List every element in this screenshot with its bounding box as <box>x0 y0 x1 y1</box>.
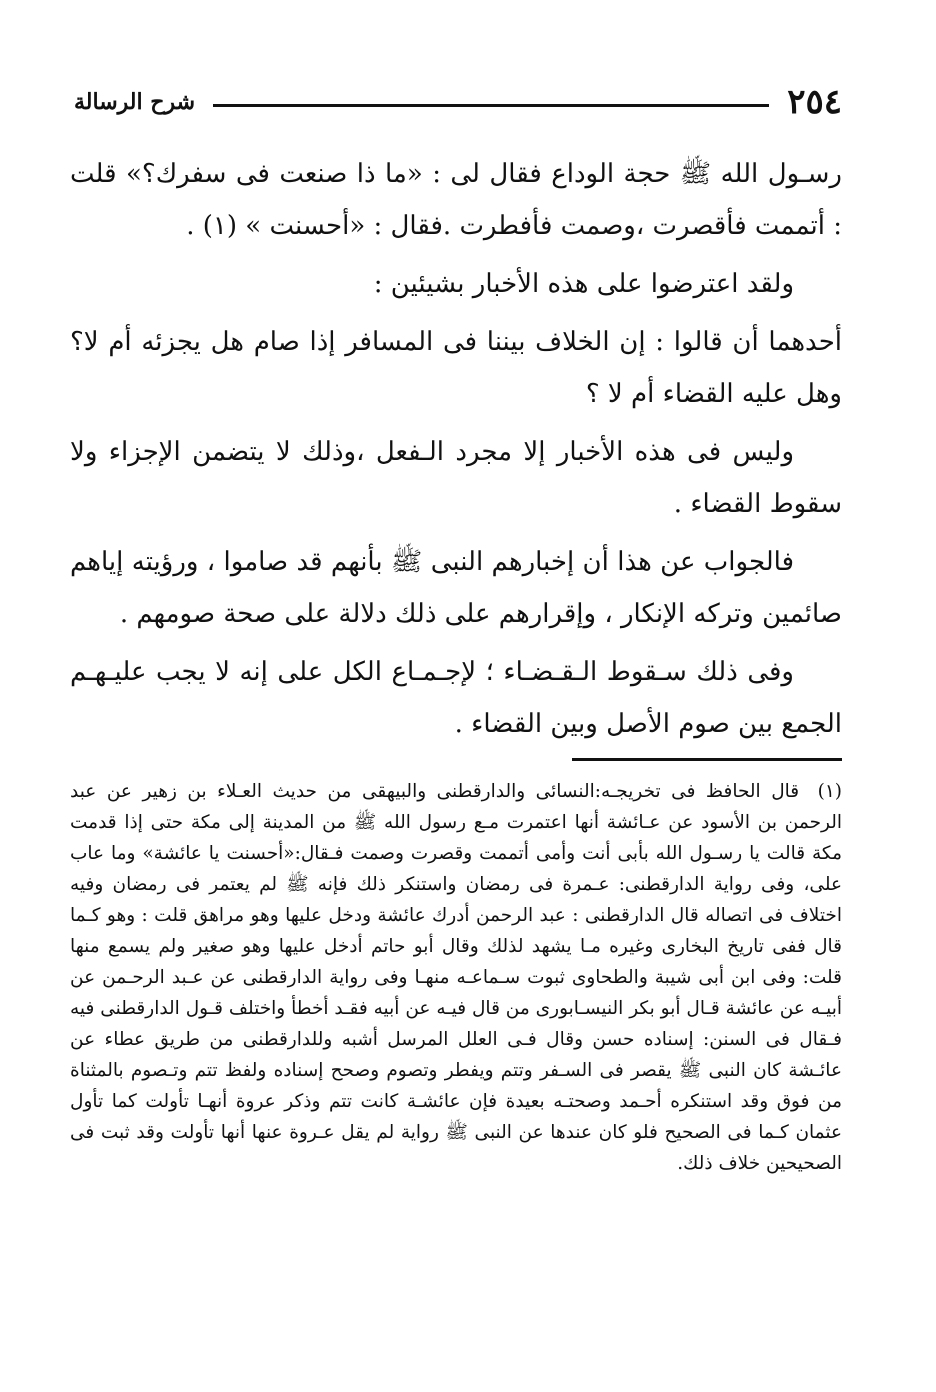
paragraph-6: وفى ذلك سـقوط الـقـضـاء ؛ لإجـمـاع الكل على إنه لا يجب عليـهـم الجمع بين صوم الأصل وبين القضاء . <box>70 657 842 739</box>
paragraph-1: رسـول الله ﷺ حجة الوداع فقال لى : «ما ذا صنعت فى سفرك؟» قلت : أتممت فأقصرت ،وصمت فأفطرت .فقال : «أحسنت » (١) . <box>70 159 842 241</box>
header-rule <box>213 104 769 107</box>
paragraph-2: ولقد اعترضوا على هذه الأخبار بشيئين : <box>373 269 794 299</box>
footnote-number: (١) <box>817 781 842 802</box>
paragraph-4: وليس فى هذه الأخبار إلا مجرد الـفعل ،وذلك لا يتضمن الإجزاء ولا سقوط القضاء . <box>70 437 842 519</box>
footnote <box>70 776 842 1179</box>
main-text <box>70 148 842 756</box>
footnote-text: قال الحافظ فى تخريجـه:النسائى والدارقطنى والبيهقى من حديث العـلاء بن زهير عن عبد الرحمن بن الأسود عن عـائشة أنها اعتمرت مـع رسول الله ﷺ من المدينة إلى مكة حتى إذا قدمت مكة قالت يا رسـول الله بأبى أنت وأمى أتممت وقصرت وصمت فـقال:«أحسنت يا عائشة» وما عاب على، وفى رواية الدارقطنى: عـمرة فى رمضان واستنكر ذلك فإنه ﷺ لم يعتمر فى رمضان وفيه اختلاف فى اتصاله قال الدارقطنى : عبد الرحمن أدرك عائشة ودخل عليها وهو مراهق قلت : وهو كـما قال ففى تاريخ البخارى وغيره مـا يشهد لذلك وقال أبو حاتم أدخل عليها وهو صغير ولم يسمع منها قلت: وفى ابن أبى شيبة والطحاوى ثبوت سـماعـه منهـا وفى رواية الدارقطنى عن عـبد الرحـمن عن أبيـه عن عائشة قـال أبو بكر النيسـابورى من قال فيـه عن أبيه فقـد أخطأ واختلف قـول الدارقطنى فيه فـقال فى السنن: إسناده حسن وقال فـى العلل المرسل أشبه وللدارقطنى من طريق عطاء عن عائـشة كان النبى ﷺ يقصر فى السـفر وتتم ويفطر وتصوم وصحح إسناده ولفظ تتم وتـصوم بالمثناة من فوق وقد استنكره أحـمد وصحتـه بعيدة فإن عائشـة كانت تتم وذكر عروة أنهـا تأولت كما تأول عثمان كـما فى الصحيح فلو كان عندها عن النبى ﷺ رواية لم يقل عـروة عنها أنها تأولت وقد ثبت فى الصحيحين خلاف ذلك. <box>70 781 843 1174</box>
footnote-separator <box>572 758 842 761</box>
page-number: ٢٥٤ <box>787 82 842 122</box>
page-header <box>74 82 842 122</box>
paragraph-3: أحدهما أن قالوا : إن الخلاف بيننا فى المسافر إذا صام هل يجزئه أم لا؟ وهل عليه القضاء أم لا ؟ <box>70 327 842 409</box>
paragraph-5: فالجواب عن هذا أن إخبارهم النبى ﷺ بأنهم قد صاموا ، ورؤيته إياهم صائمين وتركه الإنكار ، وإقرارهم على ذلك دلالة على صحة صومهم . <box>70 547 842 629</box>
running-title: شرح الرسالة <box>74 89 196 115</box>
